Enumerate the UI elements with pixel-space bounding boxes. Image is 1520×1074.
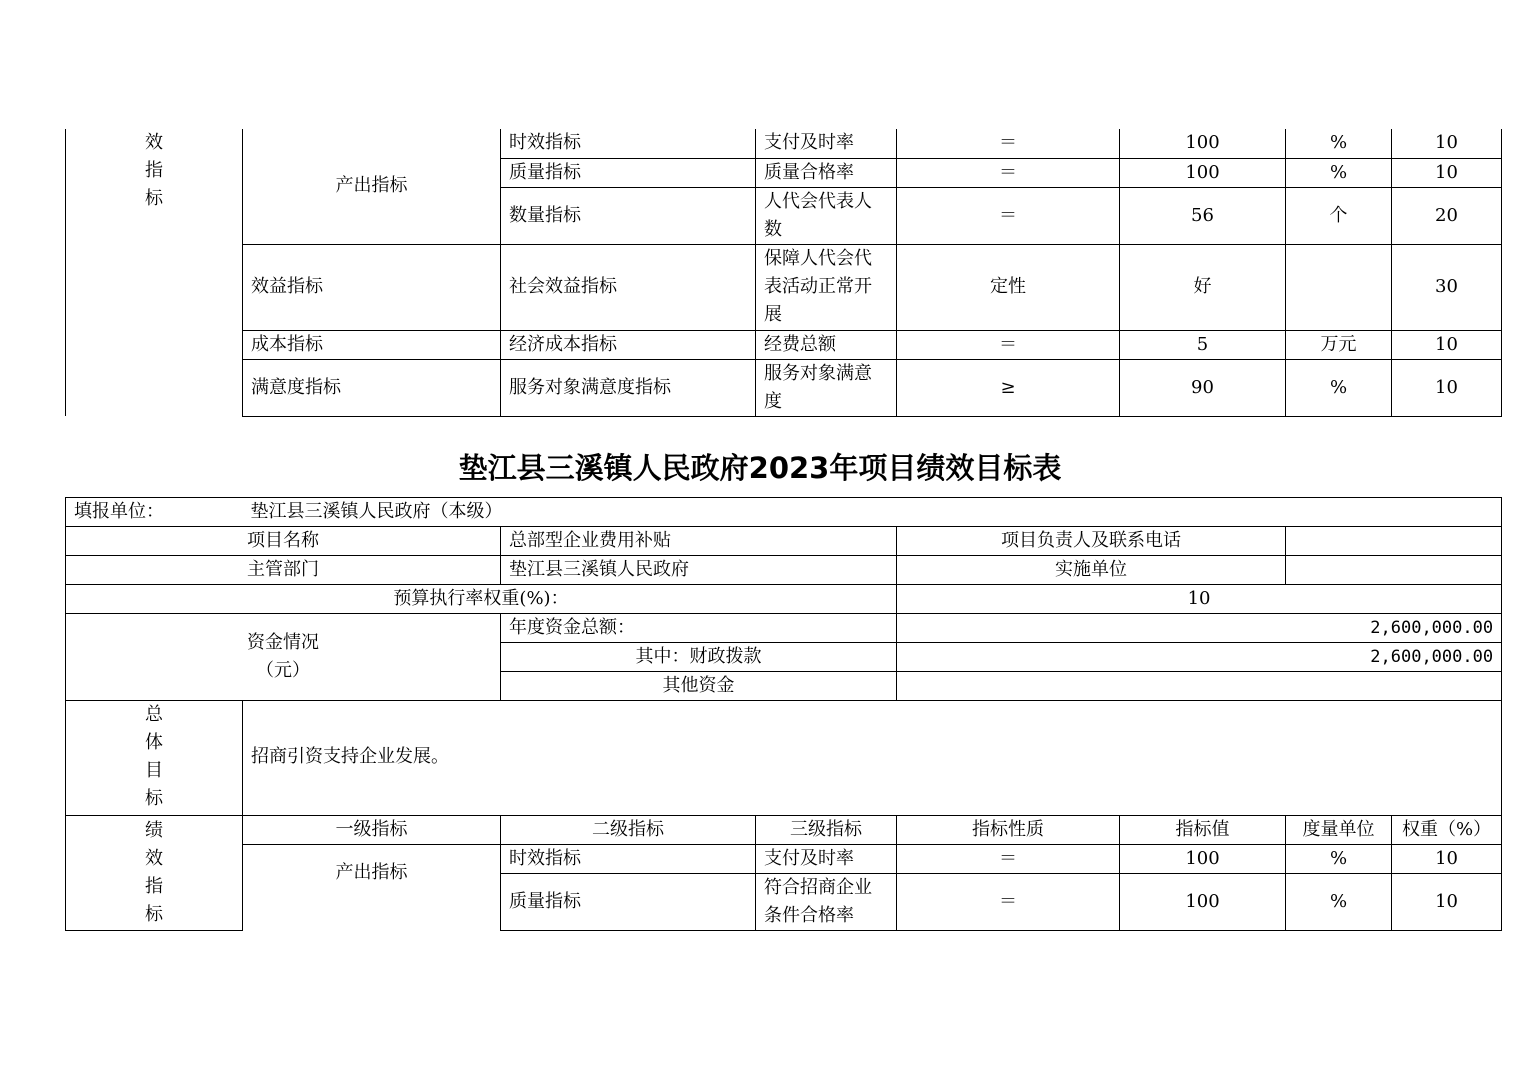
side-char: 标 [145, 188, 163, 209]
project-name-value: 总部型企业费用补贴 [501, 527, 897, 556]
fill-unit-label: 填报单位： [66, 498, 243, 527]
weight-cell: 10 [1392, 844, 1502, 873]
side-char: 效 [145, 132, 163, 153]
value-cell: 100 [1120, 129, 1286, 158]
level2-cell: 时效指标 [501, 844, 756, 873]
level3-cell: 经费总额 [756, 330, 897, 359]
weight-cell: 10 [1392, 129, 1502, 158]
value-cell: 100 [1120, 158, 1286, 187]
funds-label-line: （元） [256, 660, 310, 681]
nature-cell: ＝ [897, 158, 1120, 187]
value-cell: 好 [1120, 244, 1286, 330]
side-char: 绩 [145, 819, 163, 841]
fiscal-label: 其中：财政拨款 [501, 643, 897, 672]
header-level3: 三级指标 [756, 815, 897, 844]
project-info-table [65, 497, 1502, 701]
header-weight: 权重（%） [1392, 815, 1502, 844]
level1-cell: 成本指标 [243, 330, 501, 359]
value-cell: 56 [1120, 187, 1286, 244]
level3-cell: 符合招商企业条件合格率 [756, 873, 897, 930]
other-funds-label: 其他资金 [501, 672, 897, 701]
weight-cell: 10 [1392, 330, 1502, 359]
header-value: 指标值 [1120, 815, 1286, 844]
level3-cell: 保障人代会代表活动正常开展 [756, 244, 897, 330]
level1-cell: 效益指标 [243, 244, 501, 330]
header-level1: 一级指标 [243, 815, 501, 844]
level3-cell: 支付及时率 [756, 129, 897, 158]
fiscal-value: 2,600,000.00 [897, 643, 1502, 672]
budget-weight-label: 预算执行率权重(%)： [66, 585, 897, 614]
unit-cell: % [1286, 844, 1392, 873]
performance-side-label [66, 815, 243, 930]
output-indicator-label: 产出指标 [243, 129, 501, 244]
unit-cell: 个 [1286, 187, 1392, 244]
goal-char: 标 [145, 788, 163, 810]
form-title: 垫江县三溪镇人民政府2023年项目绩效目标表 [458, 451, 1062, 485]
impl-unit-label: 实施单位 [897, 556, 1286, 585]
header-level2: 二级指标 [501, 815, 756, 844]
goal-char: 目 [145, 760, 163, 782]
value-cell: 100 [1120, 844, 1286, 873]
level2-cell: 时效指标 [501, 129, 756, 158]
header-nature: 指标性质 [897, 815, 1120, 844]
nature-cell: ＝ [897, 187, 1120, 244]
weight-cell: 20 [1392, 187, 1502, 244]
project-name-label: 项目名称 [66, 527, 501, 556]
value-cell: 90 [1120, 359, 1286, 416]
nature-cell: ＝ [897, 873, 1120, 930]
weight-cell: 10 [1392, 359, 1502, 416]
unit-cell: % [1286, 359, 1392, 416]
goal-char: 总 [145, 704, 163, 726]
overall-goal-text: 招商引资支持企业发展。 [243, 700, 1502, 815]
level3-cell: 人代会代表人数 [756, 187, 897, 244]
unit-cell: % [1286, 158, 1392, 187]
funds-label-line: 资金情况 [247, 632, 319, 653]
nature-cell: ＝ [897, 844, 1120, 873]
nature-cell: 定性 [897, 244, 1120, 330]
level3-cell: 支付及时率 [756, 844, 897, 873]
output-indicator-label: 产出指标 [243, 844, 501, 930]
nature-cell: ＝ [897, 330, 1120, 359]
weight-cell: 30 [1392, 244, 1502, 330]
unit-cell: % [1286, 129, 1392, 158]
overall-goal-label [66, 700, 243, 815]
unit-cell: 万元 [1286, 330, 1392, 359]
level2-cell: 质量指标 [501, 158, 756, 187]
weight-cell: 10 [1392, 873, 1502, 930]
level2-cell: 经济成本指标 [501, 330, 756, 359]
budget-weight-value: 10 [897, 585, 1502, 614]
annual-total-value: 2,600,000.00 [897, 614, 1502, 643]
dept-value: 垫江县三溪镇人民政府 [501, 556, 897, 585]
previous-indicator-table [65, 129, 1502, 417]
goal-indicator-table [65, 700, 1502, 931]
level3-cell: 服务对象满意度 [756, 359, 897, 416]
side-char: 标 [145, 903, 163, 925]
annual-total-label: 年度资金总额： [501, 614, 897, 643]
nature-cell: ≥ [897, 359, 1120, 416]
header-unit: 度量单位 [1286, 815, 1392, 844]
level2-cell: 服务对象满意度指标 [501, 359, 756, 416]
level1-cell: 满意度指标 [243, 359, 501, 416]
other-funds-value [897, 672, 1502, 701]
funds-label [66, 614, 501, 701]
fill-unit-value: 垫江县三溪镇人民政府（本级） [243, 498, 1502, 527]
weight-cell: 10 [1392, 158, 1502, 187]
level3-cell: 质量合格率 [756, 158, 897, 187]
value-cell: 5 [1120, 330, 1286, 359]
side-char: 指 [145, 160, 163, 181]
goal-char: 体 [145, 732, 163, 754]
level2-cell: 数量指标 [501, 187, 756, 244]
contact-value [1286, 527, 1502, 556]
level2-cell: 质量指标 [501, 873, 756, 930]
level2-cell: 社会效益指标 [501, 244, 756, 330]
impl-unit-value [1286, 556, 1502, 585]
nature-cell: ＝ [897, 129, 1120, 158]
value-cell: 100 [1120, 873, 1286, 930]
unit-cell: % [1286, 873, 1392, 930]
dept-label: 主管部门 [66, 556, 501, 585]
performance-side-label [66, 129, 243, 416]
unit-cell [1286, 244, 1392, 330]
contact-label: 项目负责人及联系电话 [897, 527, 1286, 556]
side-char: 指 [145, 875, 163, 897]
side-char: 效 [145, 847, 163, 869]
